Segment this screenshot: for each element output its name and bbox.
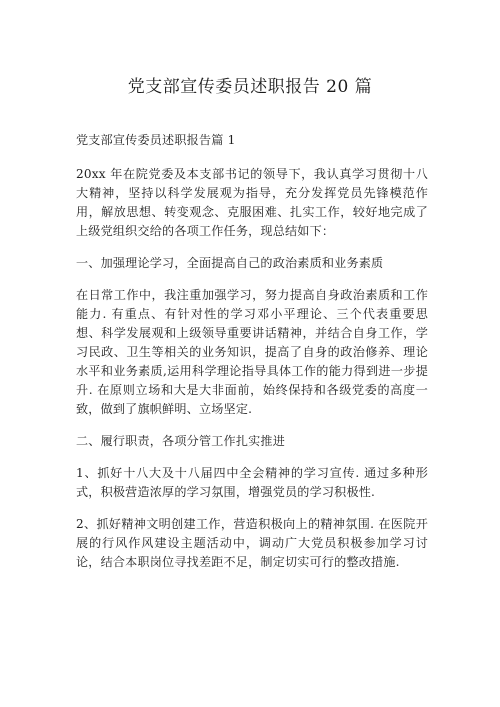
section-subtitle: 党支部宣传委员述职报告篇 1 <box>76 133 236 147</box>
section-heading-2: 二、履行职责，各项分管工作扎实推进 <box>76 434 285 448</box>
paragraph-intro: 20xx 年在院党委及本支部书记的领导下，我认真学习贯彻十八大精神，坚持以科学发展观为指导，充分发挥党员先锋模范作用，解放思想、转变观念、克服困难、扎实工作，较好地完成了上级党组织交给的各项工作任务，现总结如下： <box>76 167 428 238</box>
paragraph-item-1: 1、抓好十八大及十八届四中全会精神的学习宣传. 通过多种形式，积极营造浓厚的学习氛围，增强党员的学习积极性. <box>76 466 428 499</box>
section-heading-1: 一、加强理论学习，全面提高自己的政治素质和业务素质 <box>76 256 384 270</box>
document-title: 党支部宣传委员述职报告 20 篇 <box>127 77 373 97</box>
document-body <box>76 131 428 585</box>
paragraph-item-2: 2、抓好精神文明创建工作，营造积极向上的精神氛围. 在医院开展的行风作风建设主题活动中，调动广大党员积极参加学习讨论，结合本职岗位寻找差距不足，制定切实可行的整改措施. <box>76 517 428 569</box>
paragraph-study: 在日常工作中，我注重加强学习，努力提高自身政治素质和工作能力. 有重点、有针对性的学习邓小平理论、三个代表重要思想、科学发展观和上级领导重要讲话精神，并结合自身工作，学习民政、卫生等相关的业务知识，提高了自身的政治修养、理论水平和业务素质,运用科学理论指导具体工作的能力得到进一步提升. 在原则立场和大是大非面前，始终保持和各级党委的高度一致，做到了旗帜鲜明、立场坚定. <box>76 288 428 416</box>
